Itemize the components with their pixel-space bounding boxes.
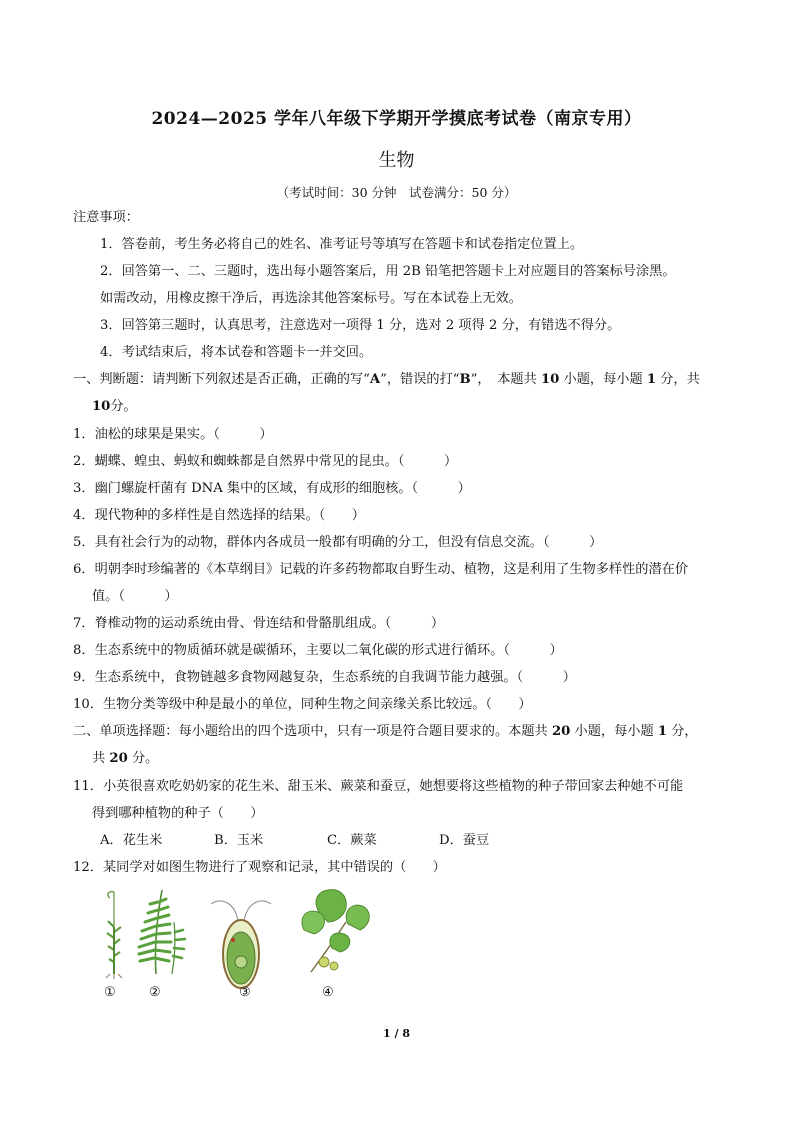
q11-option-d: D．蚕豆 [439,833,490,848]
q12-figure [96,882,376,1002]
exam-time-info: （考试时间：30 分钟 试卷满分：50 分） [276,185,517,200]
question-1: 1．油松的球果是果实。（ ） [73,427,273,442]
question-6-cont: 值。（ ） [92,589,178,604]
section1-total: 10 [92,399,111,414]
section2-count: 20 [551,724,571,739]
question-2: 2．蝴蝶、蝗虫、蚂蚁和蜘蛛都是自然界中常见的昆虫。（ ） [73,454,458,469]
section1-text: 小题，每小题 [559,372,647,387]
q11-option-c: C．蕨菜 [327,833,377,848]
section1-text: 分，共 [656,372,700,387]
question-10: 10．生物分类等级中种是最小的单位，同种生物之间亲缘关系比较远。（ ） [73,697,532,712]
figure-label-3: ③ [239,985,251,1000]
figure-label-2: ② [149,985,161,1000]
section2-text: 小题，每小题 [570,724,658,739]
fern-plant-icon [139,890,185,974]
section2-total: 20 [109,751,128,766]
section2-text: 二、单项选择题：每小题给出的四个选项中，只有一项是符合题目要求的。本题共 [73,724,552,739]
section1-count: 10 [540,372,560,387]
section1-heading [73,370,700,390]
question-9: 9．生态系统中，食物链越多食物网越复杂，生态系统的自我调节能力越强。（ ） [73,670,576,685]
note-item: 如需改动，用橡皮擦干净后，再选涂其他答案标号。写在本试卷上无效。 [100,291,522,306]
section1-answer-b: B [459,372,471,387]
question-11-cont: 得到哪种植物的种子（ ） [92,806,264,821]
q11-option-a: A．花生米 [100,833,163,848]
notes-heading: 注意事项： [73,210,139,225]
question-11: 11．小英很喜欢吃奶奶家的花生米、甜玉米、蕨菜和蚕豆，她想要将这些植物的种子带回家去种她不可能 [73,779,684,794]
section1-text: ”，错误的打“ [380,372,460,387]
question-8: 8．生态系统中的物质循环就是碳循环，主要以二氧化碳的形式进行循环。（ ） [73,643,563,658]
section1-text: ”， 本题共 [470,372,541,387]
question-5: 5．具有社会行为的动物，群体内各成员一般都有明确的分工，但没有信息交流。（ ） [73,535,603,550]
section2-text: 共 [92,751,110,766]
section1-text: 分。 [110,399,137,414]
organisms-illustration [96,882,376,1002]
question-6: 6．明朝李时珍编著的《本草纲目》记载的许多药物都取自野生动、植物，这是利用了生物多样性的潜在价 [73,562,689,577]
note-item: 3．回答第三题时，认真思考，注意选对一项得 1 分，选对 2 项得 2 分，有错选不得分。 [100,318,621,333]
exam-title: 2024—2025 学年八年级下学期开学摸底考试卷（南京专用） [151,109,642,129]
section1-answer-a: A [369,372,381,387]
question-3: 3．幽门螺旋杆菌有 DNA 集中的区域，有成形的细胞核。（ ） [73,481,471,496]
section2-points: 1 [657,724,668,739]
question-4: 4．现代物种的多样性是自然选择的结果。（ ） [73,508,365,523]
note-item: 1．答卷前，考生务必将自己的姓名、准考证号等填写在答题卡和试卷指定位置上。 [100,237,584,252]
section2-text: 分。 [127,751,159,766]
figure-label-1: ① [104,985,116,1000]
ginkgo-plant-icon [302,890,369,972]
section2-heading [73,722,698,742]
section1-points: 1 [646,372,657,387]
subject-title: 生物 [378,150,415,171]
section2-text: 分， [667,724,698,739]
note-item: 2．回答第一、二、三题时，选出每小题答案后，用 2B 铅笔把答题卡上对应题目的答案标号涂黑。 [100,264,676,279]
question-12: 12．某同学对如图生物进行了观察和记录，其中错误的（ ） [73,860,446,875]
figure-label-4: ④ [322,985,334,1000]
section1-text: 一、判断题：请判断下列叙述是否正确，正确的写“ [73,372,370,387]
moss-plant-icon [106,892,122,979]
note-item: 4．考试结束后，将本试卷和答题卡一并交回。 [100,345,373,360]
q11-option-b: B．玉米 [214,833,264,848]
question-7: 7．脊椎动物的运动系统由骨、骨连结和骨骼肌组成。（ ） [73,616,445,631]
page-number: 1 / 8 [383,1027,410,1040]
section2-heading-cont [92,749,158,769]
chlamydomonas-cell-icon [211,901,271,988]
section1-heading-cont [92,397,137,417]
